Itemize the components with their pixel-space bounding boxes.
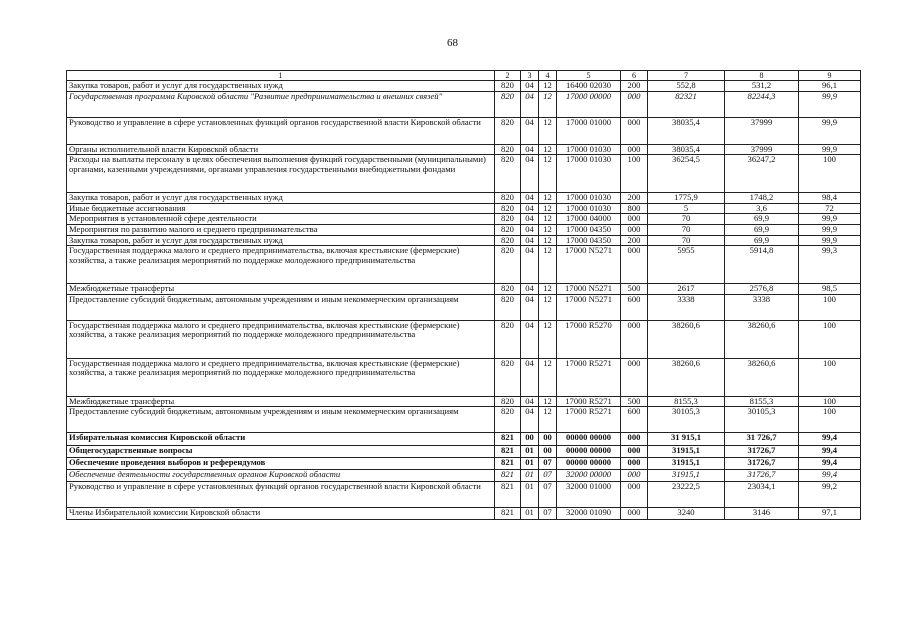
table-row xyxy=(67,224,861,235)
planned-amount: 38035,4 xyxy=(648,144,725,155)
section-code: 04 xyxy=(521,407,539,433)
row-label: Органы исполнительной власти Кировской области xyxy=(67,144,495,155)
execution-percent: 99,2 xyxy=(799,482,861,508)
subsection-code: 12 xyxy=(539,246,557,284)
executed-amount: 37999 xyxy=(725,117,799,144)
header-cell: 2 xyxy=(495,71,521,81)
executed-amount: 31726,7 xyxy=(725,446,799,458)
budget-table xyxy=(66,70,861,520)
executed-amount: 38260,6 xyxy=(725,320,799,358)
target-article-code: 00000 00000 xyxy=(557,446,621,458)
header-cell: 4 xyxy=(539,71,557,81)
row-label: Предоставление субсидий бюджетным, автономным учреждениям и иным некоммерческим организациям xyxy=(67,294,495,320)
expense-type-code: 000 xyxy=(621,482,648,508)
admin-code: 820 xyxy=(495,214,521,225)
section-code: 04 xyxy=(521,81,539,92)
subsection-code: 07 xyxy=(539,470,557,482)
table-row xyxy=(67,358,861,396)
target-article-code: 17000 R5271 xyxy=(557,358,621,396)
subsection-code: 12 xyxy=(539,91,557,117)
row-label: Закупка товаров, работ и услуг для государственных нужд xyxy=(67,235,495,246)
section-code: 04 xyxy=(521,235,539,246)
section-code: 04 xyxy=(521,144,539,155)
row-label: Общегосударственные вопросы xyxy=(67,446,495,458)
page-number: 68 xyxy=(447,37,458,49)
planned-amount: 70 xyxy=(648,224,725,235)
admin-code: 821 xyxy=(495,446,521,458)
header-cell: 5 xyxy=(557,71,621,81)
expense-type-code: 600 xyxy=(621,294,648,320)
planned-amount: 31915,1 xyxy=(648,458,725,470)
table-row xyxy=(67,433,861,446)
row-label: Расходы на выплаты персоналу в целях обеспечения выполнения функций государственными (муниципальными) органами, казенными учреждениями, органами управления государственными внебюджетными фондами xyxy=(67,155,495,193)
target-article-code: 17000 01030 xyxy=(557,203,621,214)
executed-amount: 23034,1 xyxy=(725,482,799,508)
row-label: Избирательная комиссия Кировской области xyxy=(67,433,495,446)
target-article-code: 16400 02030 xyxy=(557,81,621,92)
expense-type-code: 000 xyxy=(621,320,648,358)
execution-percent: 100 xyxy=(799,407,861,433)
execution-percent: 99,9 xyxy=(799,235,861,246)
table-row xyxy=(67,214,861,225)
planned-amount: 3240 xyxy=(648,508,725,520)
row-label: Межбюджетные трансферты xyxy=(67,396,495,407)
expense-type-code: 500 xyxy=(621,284,648,295)
target-article-code: 32000 01000 xyxy=(557,482,621,508)
table-row xyxy=(67,81,861,92)
target-article-code: 17000 N5271 xyxy=(557,284,621,295)
admin-code: 820 xyxy=(495,193,521,204)
row-label: Закупка товаров, работ и услуг для государственных нужд xyxy=(67,193,495,204)
executed-amount: 82244,3 xyxy=(725,91,799,117)
table-row xyxy=(67,446,861,458)
target-article-code: 17000 04350 xyxy=(557,235,621,246)
expense-type-code: 000 xyxy=(621,144,648,155)
subsection-code: 12 xyxy=(539,284,557,295)
execution-percent: 99,9 xyxy=(799,224,861,235)
subsection-code: 07 xyxy=(539,458,557,470)
expense-type-code: 000 xyxy=(621,214,648,225)
target-article-code: 17000 R5270 xyxy=(557,320,621,358)
executed-amount: 31 726,7 xyxy=(725,433,799,446)
execution-percent: 99,9 xyxy=(799,117,861,144)
planned-amount: 70 xyxy=(648,214,725,225)
admin-code: 820 xyxy=(495,396,521,407)
subsection-code: 12 xyxy=(539,358,557,396)
target-article-code: 17000 N5271 xyxy=(557,246,621,284)
execution-percent: 99,4 xyxy=(799,470,861,482)
target-article-code: 17000 R5271 xyxy=(557,396,621,407)
section-code: 04 xyxy=(521,91,539,117)
table-row xyxy=(67,91,861,117)
executed-amount: 5914,8 xyxy=(725,246,799,284)
executed-amount: 531,2 xyxy=(725,81,799,92)
section-code: 01 xyxy=(521,482,539,508)
row-label: Члены Избирательной комиссии Кировской области xyxy=(67,508,495,520)
subsection-code: 12 xyxy=(539,407,557,433)
planned-amount: 31915,1 xyxy=(648,470,725,482)
execution-percent: 98,5 xyxy=(799,284,861,295)
table-row xyxy=(67,284,861,295)
row-label: Обеспечение проведения выборов и референдумов xyxy=(67,458,495,470)
expense-type-code: 000 xyxy=(621,508,648,520)
execution-percent: 100 xyxy=(799,320,861,358)
target-article-code: 17000 01030 xyxy=(557,193,621,204)
subsection-code: 12 xyxy=(539,396,557,407)
section-code: 04 xyxy=(521,224,539,235)
subsection-code: 12 xyxy=(539,320,557,358)
admin-code: 820 xyxy=(495,117,521,144)
section-code: 04 xyxy=(521,294,539,320)
planned-amount: 1775,9 xyxy=(648,193,725,204)
admin-code: 820 xyxy=(495,203,521,214)
header-cell: 8 xyxy=(725,71,799,81)
table-row xyxy=(67,407,861,433)
planned-amount: 30105,3 xyxy=(648,407,725,433)
execution-percent: 99,3 xyxy=(799,246,861,284)
row-label: Государственная поддержка малого и среднего предпринимательства, включая крестьянские (фермерские) хозяйства, а также реализация мероприятий по поддержке молодежного предпринимательства xyxy=(67,358,495,396)
header-cell: 7 xyxy=(648,71,725,81)
planned-amount: 38035,4 xyxy=(648,117,725,144)
expense-type-code: 000 xyxy=(621,458,648,470)
row-label: Иные бюджетные ассигнования xyxy=(67,203,495,214)
planned-amount: 82321 xyxy=(648,91,725,117)
target-article-code: 17000 N5271 xyxy=(557,294,621,320)
table-row xyxy=(67,155,861,193)
expense-type-code: 000 xyxy=(621,446,648,458)
planned-amount: 2617 xyxy=(648,284,725,295)
executed-amount: 8155,3 xyxy=(725,396,799,407)
admin-code: 820 xyxy=(495,91,521,117)
expense-type-code: 600 xyxy=(621,407,648,433)
admin-code: 820 xyxy=(495,294,521,320)
admin-code: 820 xyxy=(495,320,521,358)
executed-amount: 3,6 xyxy=(725,203,799,214)
section-code: 04 xyxy=(521,193,539,204)
table-row xyxy=(67,396,861,407)
header-cell: 1 xyxy=(67,71,495,81)
execution-percent: 99,4 xyxy=(799,433,861,446)
section-code: 04 xyxy=(521,214,539,225)
planned-amount: 31 915,1 xyxy=(648,433,725,446)
planned-amount: 31915,1 xyxy=(648,446,725,458)
target-article-code: 17000 04000 xyxy=(557,214,621,225)
target-article-code: 17000 01030 xyxy=(557,155,621,193)
executed-amount: 2576,8 xyxy=(725,284,799,295)
admin-code: 820 xyxy=(495,407,521,433)
target-article-code: 00000 00000 xyxy=(557,458,621,470)
target-article-code: 32000 01090 xyxy=(557,508,621,520)
section-code: 04 xyxy=(521,117,539,144)
row-label: Государственная поддержка малого и среднего предпринимательства, включая крестьянские (фермерские) хозяйства, а также реализация мероприятий по поддержке молодежного предпринимательства xyxy=(67,320,495,358)
execution-percent: 96,1 xyxy=(799,81,861,92)
table-row xyxy=(67,193,861,204)
section-code: 01 xyxy=(521,458,539,470)
executed-amount: 38260,6 xyxy=(725,358,799,396)
admin-code: 821 xyxy=(495,433,521,446)
subsection-code: 12 xyxy=(539,193,557,204)
subsection-code: 07 xyxy=(539,482,557,508)
execution-percent: 99,9 xyxy=(799,91,861,117)
execution-percent: 72 xyxy=(799,203,861,214)
subsection-code: 12 xyxy=(539,155,557,193)
table-row xyxy=(67,203,861,214)
admin-code: 821 xyxy=(495,470,521,482)
row-label: Мероприятия в установленной сфере деятельности xyxy=(67,214,495,225)
subsection-code: 07 xyxy=(539,508,557,520)
execution-percent: 100 xyxy=(799,396,861,407)
planned-amount: 38260,6 xyxy=(648,320,725,358)
header-cell: 9 xyxy=(799,71,861,81)
table-row xyxy=(67,144,861,155)
admin-code: 820 xyxy=(495,235,521,246)
header-row xyxy=(67,71,861,81)
section-code: 01 xyxy=(521,508,539,520)
table-row xyxy=(67,320,861,358)
expense-type-code: 000 xyxy=(621,470,648,482)
executed-amount: 1748,2 xyxy=(725,193,799,204)
section-code: 04 xyxy=(521,284,539,295)
target-article-code: 17000 01030 xyxy=(557,144,621,155)
expense-type-code: 000 xyxy=(621,433,648,446)
admin-code: 821 xyxy=(495,482,521,508)
row-label: Государственная программа Кировской области "Развитие предпринимательства и внешних связей" xyxy=(67,91,495,117)
admin-code: 820 xyxy=(495,246,521,284)
subsection-code: 00 xyxy=(539,433,557,446)
section-code: 04 xyxy=(521,358,539,396)
expense-type-code: 000 xyxy=(621,246,648,284)
row-label: Государственная поддержка малого и среднего предпринимательства, включая крестьянские (фермерские) хозяйства, а также реализация мероприятий по поддержке молодежного предпринимательства xyxy=(67,246,495,284)
planned-amount: 5 xyxy=(648,203,725,214)
table-row xyxy=(67,294,861,320)
expense-type-code: 100 xyxy=(621,155,648,193)
expense-type-code: 000 xyxy=(621,117,648,144)
planned-amount: 70 xyxy=(648,235,725,246)
subsection-code: 12 xyxy=(539,224,557,235)
row-label: Руководство и управление в сфере установленных функций органов государственной власти Кировской области xyxy=(67,117,495,144)
planned-amount: 38260,6 xyxy=(648,358,725,396)
subsection-code: 12 xyxy=(539,214,557,225)
executed-amount: 31726,7 xyxy=(725,470,799,482)
executed-amount: 37999 xyxy=(725,144,799,155)
table-row xyxy=(67,458,861,470)
planned-amount: 23222,5 xyxy=(648,482,725,508)
row-label: Руководство и управление в сфере установленных функций органов государственной власти Кировской области xyxy=(67,482,495,508)
admin-code: 820 xyxy=(495,224,521,235)
table-row xyxy=(67,482,861,508)
execution-percent: 98,4 xyxy=(799,193,861,204)
execution-percent: 99,4 xyxy=(799,458,861,470)
execution-percent: 100 xyxy=(799,155,861,193)
section-code: 04 xyxy=(521,320,539,358)
execution-percent: 99,9 xyxy=(799,214,861,225)
admin-code: 820 xyxy=(495,155,521,193)
executed-amount: 3146 xyxy=(725,508,799,520)
executed-amount: 69,9 xyxy=(725,224,799,235)
admin-code: 820 xyxy=(495,284,521,295)
subsection-code: 12 xyxy=(539,203,557,214)
table-row xyxy=(67,508,861,520)
row-label: Обеспечение деятельности государственных органов Кировской области xyxy=(67,470,495,482)
table-row xyxy=(67,235,861,246)
planned-amount: 8155,3 xyxy=(648,396,725,407)
expense-type-code: 500 xyxy=(621,396,648,407)
row-label: Мероприятия по развитию малого и среднего предпринимательства xyxy=(67,224,495,235)
executed-amount: 69,9 xyxy=(725,235,799,246)
section-code: 04 xyxy=(521,203,539,214)
row-label: Межбюджетные трансферты xyxy=(67,284,495,295)
executed-amount: 31726,7 xyxy=(725,458,799,470)
executed-amount: 30105,3 xyxy=(725,407,799,433)
execution-percent: 100 xyxy=(799,358,861,396)
planned-amount: 36254,5 xyxy=(648,155,725,193)
expense-type-code: 000 xyxy=(621,224,648,235)
section-code: 04 xyxy=(521,155,539,193)
planned-amount: 552,8 xyxy=(648,81,725,92)
row-label: Предоставление субсидий бюджетным, автономным учреждениям и иным некоммерческим организациям xyxy=(67,407,495,433)
subsection-code: 12 xyxy=(539,81,557,92)
table-row xyxy=(67,470,861,482)
table-row xyxy=(67,117,861,144)
expense-type-code: 200 xyxy=(621,81,648,92)
admin-code: 821 xyxy=(495,508,521,520)
subsection-code: 12 xyxy=(539,144,557,155)
target-article-code: 17000 R5271 xyxy=(557,407,621,433)
admin-code: 820 xyxy=(495,81,521,92)
target-article-code: 00000 00000 xyxy=(557,433,621,446)
expense-type-code: 800 xyxy=(621,203,648,214)
subsection-code: 00 xyxy=(539,446,557,458)
subsection-code: 12 xyxy=(539,294,557,320)
target-article-code: 17000 04350 xyxy=(557,224,621,235)
expense-type-code: 200 xyxy=(621,193,648,204)
subsection-code: 12 xyxy=(539,235,557,246)
target-article-code: 17000 01000 xyxy=(557,117,621,144)
header-cell: 6 xyxy=(621,71,648,81)
planned-amount: 5955 xyxy=(648,246,725,284)
subsection-code: 12 xyxy=(539,117,557,144)
execution-percent: 99,4 xyxy=(799,446,861,458)
expense-type-code: 000 xyxy=(621,91,648,117)
row-label: Закупка товаров, работ и услуг для государственных нужд xyxy=(67,81,495,92)
executed-amount: 3338 xyxy=(725,294,799,320)
target-article-code: 17000 00000 xyxy=(557,91,621,117)
execution-percent: 97,1 xyxy=(799,508,861,520)
admin-code: 820 xyxy=(495,358,521,396)
executed-amount: 69,9 xyxy=(725,214,799,225)
admin-code: 821 xyxy=(495,458,521,470)
planned-amount: 3338 xyxy=(648,294,725,320)
section-code: 00 xyxy=(521,433,539,446)
executed-amount: 36247,2 xyxy=(725,155,799,193)
expense-type-code: 200 xyxy=(621,235,648,246)
section-code: 04 xyxy=(521,396,539,407)
expense-type-code: 000 xyxy=(621,358,648,396)
section-code: 04 xyxy=(521,246,539,284)
admin-code: 820 xyxy=(495,144,521,155)
execution-percent: 100 xyxy=(799,294,861,320)
execution-percent: 99,9 xyxy=(799,144,861,155)
table-row xyxy=(67,246,861,284)
target-article-code: 32000 00000 xyxy=(557,470,621,482)
header-cell: 3 xyxy=(521,71,539,81)
section-code: 01 xyxy=(521,470,539,482)
section-code: 01 xyxy=(521,446,539,458)
